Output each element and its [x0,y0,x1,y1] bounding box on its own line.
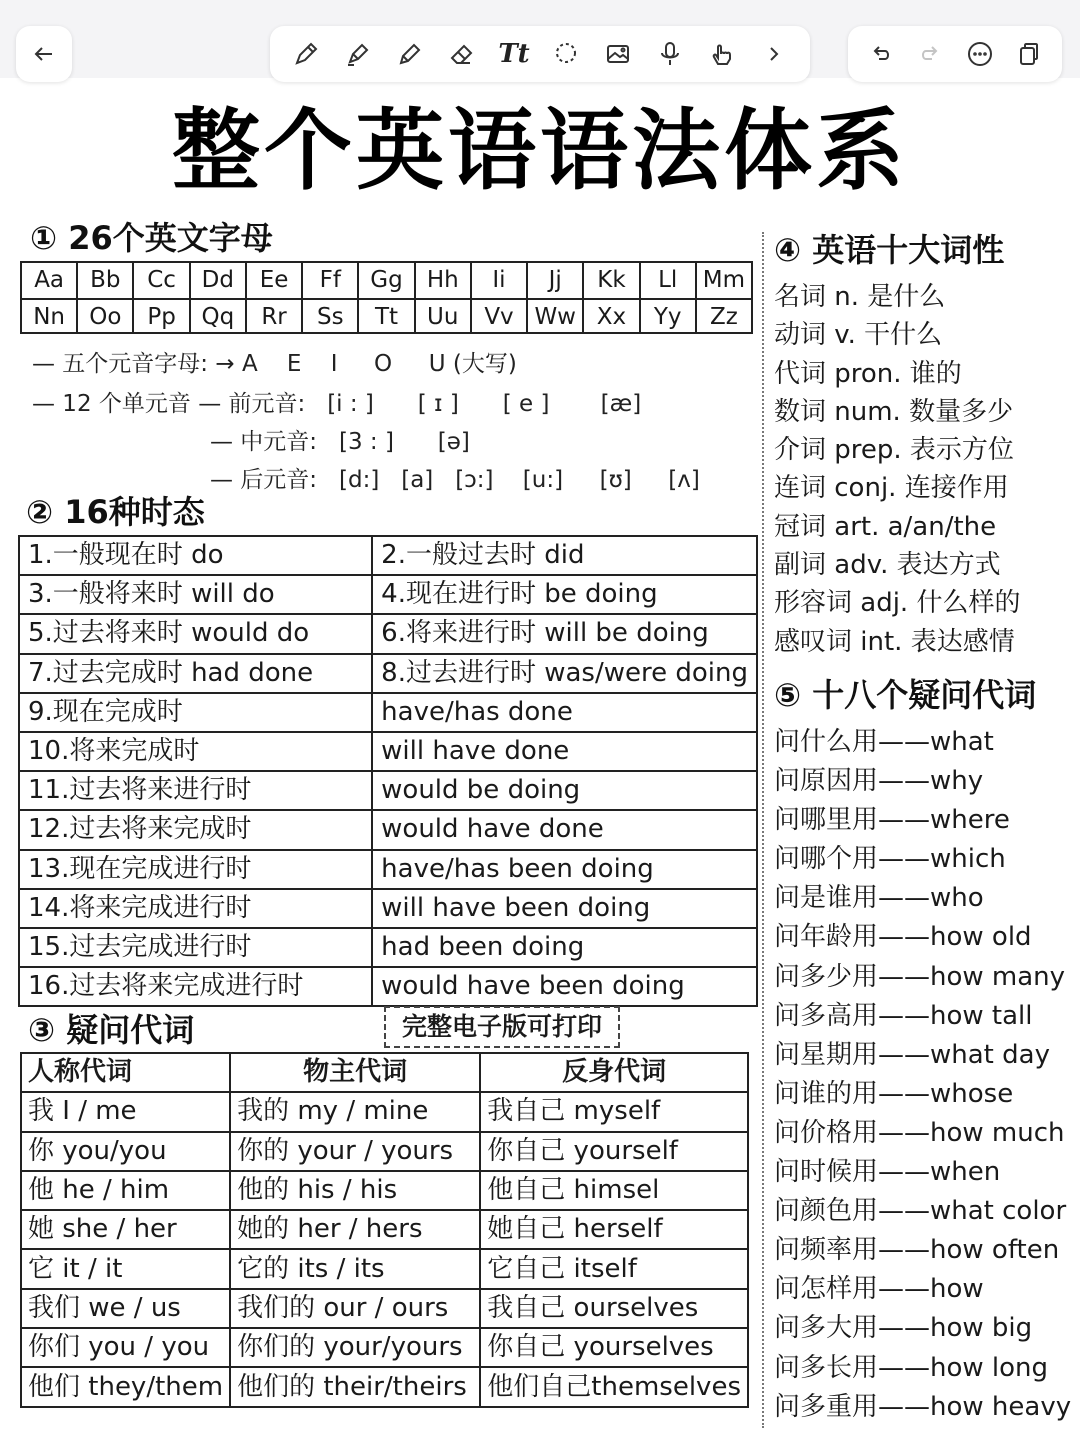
pronoun-cell: 他们的 their/theirs [230,1367,480,1406]
eraser-icon[interactable] [445,37,479,71]
table-header-row [21,1053,748,1092]
alphabet-cell: Ss [301,300,357,333]
list-item: 问原因用——why [774,766,984,797]
alphabet-cell: Dd [189,263,245,298]
list-item: 问星期用——what day [774,1039,1050,1070]
pronoun-cell: 它的 its / its [230,1249,480,1288]
table-row [21,1210,748,1249]
alphabet-cell: Yy [639,300,695,333]
tense-cell: would have been doing [372,967,757,1006]
list-item: 问怎样用——how [774,1274,984,1305]
table-row [21,1171,748,1210]
list-item: 形容词 adj. 什么样的 [774,588,1021,619]
alphabet-cell: Nn [33,304,66,330]
alphabet-cell: Pp [132,300,188,333]
redo-icon[interactable] [913,37,947,71]
list-item: 名词 n. 是什么 [774,282,946,312]
tense-cell: 13.现在完成进行时 [19,850,372,889]
alphabet-cell: Mm [695,263,751,298]
pronoun-cell: 你的 your / yours [230,1132,480,1171]
list-item: 问是谁用——who [774,883,984,914]
alphabet-cell: Uu [414,300,470,333]
list-item: 问时候用——when [774,1157,1001,1188]
section-question-words-heading: ⑤ 十八个疑问代词 [774,676,1037,714]
microphone-icon[interactable] [653,37,687,71]
alphabet-cell: Gg [357,263,413,298]
tense-cell: had been doing [372,928,757,967]
tense-cell: 7.过去完成时 had done [19,654,372,693]
pronoun-cell: 他们 they/them [21,1367,230,1406]
text-tool-icon[interactable]: Tt [498,39,530,69]
lasso-icon[interactable] [549,37,583,71]
tense-cell: 10.将来完成时 [19,732,372,771]
list-item: 副词 adv. 表达方式 [774,550,1001,581]
column-header: 物主代词 [230,1053,480,1092]
pronoun-cell: 你自己 yourselves [480,1328,748,1367]
tense-cell: will have been doing [372,889,757,928]
section-parts-of-speech-heading: ④ 英语十大词性 [774,231,1005,269]
pronoun-cell: 她自己 herself [480,1210,748,1249]
tense-cell: 11.过去将来进行时 [19,771,372,810]
tool-palette [270,26,810,82]
history-controls [848,26,1062,82]
pronoun-cell: 她 she / her [21,1210,230,1249]
page-title: 整个英语语法体系 [171,99,908,202]
list-item: 问多重用——how heavy [774,1391,1072,1422]
table-row [19,967,757,1006]
central-vowels-line: — 中元音: [3 : ] [ə] [210,429,470,455]
alphabet-cell: Oo [76,300,132,333]
table-row [21,1132,748,1171]
tense-cell: 5.过去将来时 would do [19,614,372,653]
table-row [21,1289,748,1328]
question-words-list [774,723,1071,1427]
tense-cell: 6.将来进行时 will be doing [372,614,757,653]
table-row [19,732,757,771]
column-header: 反身代词 [480,1053,748,1092]
undo-icon[interactable] [864,37,898,71]
list-item: 问多大用——how big [774,1313,1033,1344]
pronoun-cell: 你们的 your/yours [230,1328,480,1367]
tense-cell: 12.过去将来完成时 [19,810,372,849]
tense-cell: have/has been doing [372,850,757,889]
more-icon[interactable] [963,37,997,71]
table-row [19,575,757,614]
alphabet-cell: Ff [301,263,357,298]
highlighter-icon[interactable] [341,37,375,71]
alphabet-cell: Jj [526,263,582,298]
list-item: 问多少用——how many [774,961,1066,992]
pronoun-cell: 他 he / him [21,1171,230,1210]
tense-cell: would have done [372,810,757,849]
tense-cell: 1.一般现在时 do [19,536,372,575]
table-row [21,1249,748,1288]
section-alphabet-heading: ① 26个英文字母 [30,219,273,257]
list-item: 问哪个用——which [774,844,1006,875]
alphabet-cell: Ii [470,263,526,298]
pronoun-cell: 他自己 himsel [480,1171,748,1210]
tenses-table [18,535,758,1007]
pronoun-cell: 她的 her / hers [230,1210,480,1249]
section-tenses-heading: ② 16种时态 [26,493,205,531]
table-row [19,614,757,653]
parts-of-speech-list [774,278,1020,661]
alphabet-row [22,298,751,333]
alphabet-cell: Bb [76,263,132,298]
vowel-letters-line: — 五个元音字母: → A E I O U (大写) [32,351,517,377]
printable-version-label: 完整电子版可打印 [384,1006,620,1048]
column-divider [762,232,764,1428]
table-row [19,536,757,575]
list-item: 介词 prep. 表示方位 [774,435,1014,466]
touch-gesture-icon[interactable] [705,37,739,71]
table-row [19,928,757,967]
section-pronouns-heading: ③ 疑问代词 [28,1011,195,1049]
tense-cell: 2.一般过去时 did [372,536,757,575]
table-row [21,1092,748,1131]
list-item: 代词 pron. 谁的 [774,358,962,389]
alphabet-cell: Cc [132,263,188,298]
pronoun-cell: 你自己 yourself [480,1132,748,1171]
front-vowels-line: — 12 个单元音 — 前元音: [i : ] [ ɪ ] [ e ] [æ] [32,391,642,417]
tense-cell: 14.将来完成进行时 [19,889,372,928]
pronoun-cell: 它自己 itself [480,1249,748,1288]
table-row [19,654,757,693]
back-vowels-line: — 后元音: [d:] [a] [ɔ:] [u:] [ʊ] [ʌ] [210,467,700,493]
pencil-icon[interactable] [393,37,427,71]
pen-icon[interactable] [289,37,323,71]
list-item: 问年龄用——how old [774,922,1032,953]
pronoun-cell: 我 I / me [21,1092,230,1131]
back-button[interactable] [16,26,72,82]
alphabet-cell: Vv [470,300,526,333]
alphabet-cell: Ww [526,300,582,333]
tense-cell: would be doing [372,771,757,810]
pronoun-cell: 我自己 ourselves [480,1289,748,1328]
pronoun-cell: 他的 his / his [230,1171,480,1210]
list-item: 问频率用——how often [774,1235,1060,1266]
list-item: 冠词 art. a/an/the [774,511,997,542]
table-row [19,850,757,889]
top-toolbar [0,0,1080,78]
alphabet-cell: Rr [245,300,301,333]
tense-cell: have/has done [372,693,757,732]
alphabet-cell: Aa [34,267,65,293]
list-item: 问价格用——how much [774,1117,1065,1148]
table-row [19,810,757,849]
pronoun-cell: 我的 my / mine [230,1092,480,1131]
alphabet-cell: Zz [695,300,751,333]
tense-cell: 16.过去将来完成进行时 [19,967,372,1006]
tense-cell: 15.过去完成进行时 [19,928,372,967]
tense-cell: will have done [372,732,757,771]
alphabet-cell: Xx [582,300,638,333]
pronoun-cell: 我们 we / us [21,1289,230,1328]
alphabet-row [22,263,751,298]
image-icon[interactable] [601,37,635,71]
list-item: 连词 conj. 连接作用 [774,473,1009,504]
list-item: 动词 v. 干什么 [774,320,943,351]
tense-cell: 3.一般将来时 will do [19,575,372,614]
list-item: 问多高用——how tall [774,1000,1033,1031]
pronouns-table [20,1052,749,1408]
table-row [21,1328,748,1367]
list-item: 问颜色用——what color [774,1196,1067,1227]
alphabet-cell: Ee [245,263,301,298]
alphabet-cell: Tt [357,300,413,333]
list-item: 感叹词 int. 表达感情 [774,626,1015,657]
tense-cell: 8.过去进行时 was/were doing [372,654,757,693]
table-row [21,1367,748,1406]
column-header: 人称代词 [21,1053,230,1092]
list-item: 数词 num. 数量多少 [774,396,1014,427]
back-arrow-icon [27,37,61,71]
list-item: 问多长用——how long [774,1352,1049,1383]
list-item: 问什么用——what [774,727,994,757]
alphabet-cell: Hh [414,263,470,298]
alphabet-cell: Ll [639,263,695,298]
alphabet-cell: Qq [189,300,245,333]
alphabet-table [20,261,753,334]
table-row [19,693,757,732]
pronoun-cell: 我自己 myself [480,1092,748,1131]
alphabet-cell: Kk [582,263,638,298]
pronoun-cell: 你 you/you [21,1132,230,1171]
pronoun-cell: 你们 you / you [21,1328,230,1367]
pages-icon[interactable] [1012,37,1046,71]
chevron-right-icon[interactable] [757,37,791,71]
tense-cell: 4.现在进行时 be doing [372,575,757,614]
tense-cell: 9.现在完成时 [19,693,372,732]
pronoun-cell: 它 it / it [21,1249,230,1288]
pronoun-cell: 我们的 our / ours [230,1289,480,1328]
table-row [19,889,757,928]
pronoun-cell: 他们自己themselves [480,1367,748,1406]
list-item: 问哪里用——where [774,805,1010,836]
list-item: 问谁的用——whose [774,1078,1014,1109]
table-row [19,771,757,810]
